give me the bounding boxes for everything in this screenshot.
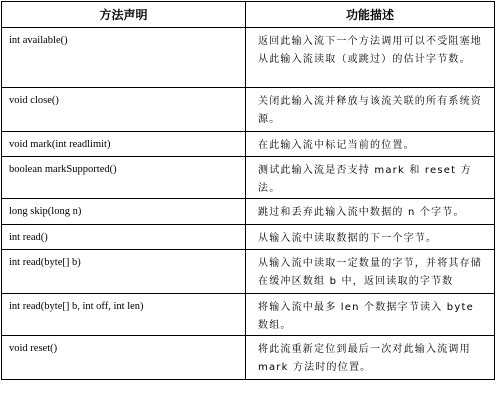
description-cell: 返回此输入流下一个方法调用可以不受阻塞地从此输入流读取（或跳过）的估计字节数。 [246,28,495,88]
table-row [2,294,495,336]
table-row [2,157,495,199]
method-cell: int available() [2,28,246,88]
description-cell: 在此输入流中标记当前的位置。 [246,132,495,157]
description-cell: 将输入流中最多 len 个数据字节读入 byte 数组。 [246,294,495,336]
method-cell: void reset() [2,336,246,380]
method-cell: boolean markSupported() [2,157,246,199]
header-method-declaration: 方法声明 [2,2,246,28]
table-row [2,132,495,157]
description-cell: 关闭此输入流并释放与该流关联的所有系统资源。 [246,88,495,132]
method-cell: int read(byte[] b) [2,250,246,294]
method-table-container [1,1,494,401]
method-cell: void mark(int readlimit) [2,132,246,157]
header-function-description: 功能描述 [246,2,495,28]
table-row [2,336,495,380]
table-row [2,225,495,250]
description-cell: 从输入流中读取一定数量的字节，并将其存储在缓冲区数组 b 中，返回读取的字节数 [246,250,495,294]
method-cell: long skip(long n) [2,199,246,225]
description-cell: 测试此输入流是否支持 mark 和 reset 方法。 [246,157,495,199]
table-row [2,28,495,88]
method-cell: int read(byte[] b, int off, int len) [2,294,246,336]
table-row [2,88,495,132]
inputstream-methods-table [1,1,495,380]
table-header-row [2,2,495,28]
table-row [2,199,495,225]
table-row [2,250,495,294]
method-cell: int read() [2,225,246,250]
description-cell: 从输入流中读取数据的下一个字节。 [246,225,495,250]
description-cell: 跳过和丢弃此输入流中数据的 n 个字节。 [246,199,495,225]
method-cell: void close() [2,88,246,132]
description-cell: 将此流重新定位到最后一次对此输入流调用 mark 方法时的位置。 [246,336,495,380]
